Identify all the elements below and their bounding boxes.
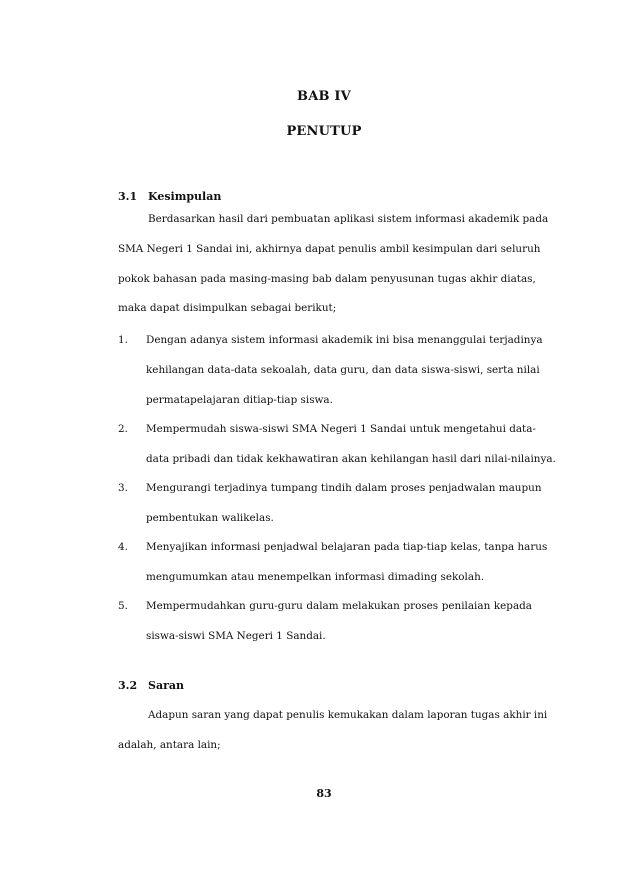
conclusion-item-1 xyxy=(118,326,543,415)
conclusion-item-2 xyxy=(118,415,556,475)
list-marker: 2. xyxy=(118,423,128,435)
section-title: Saran xyxy=(148,679,184,692)
paragraph-line: Adapun saran yang dapat penulis kemukakan dalam laporan tugas akhir ini xyxy=(148,709,548,721)
conclusion-item-5 xyxy=(118,592,532,652)
list-line: Menyajikan informasi penjadwal belajaran pada tiap-tiap kelas, tanpa harus xyxy=(146,541,548,553)
paragraph-line: adalah, antara lain; xyxy=(118,738,221,751)
kesimpulan-intro-paragraph xyxy=(118,205,549,324)
section-number: 3.2 xyxy=(118,679,138,692)
list-line: pembentukan walikelas. xyxy=(146,511,274,524)
list-marker: 5. xyxy=(118,600,128,612)
list-marker: 4. xyxy=(118,541,128,553)
chapter-number: BAB IV xyxy=(297,89,351,104)
list-line: mengumumkan atau menempelkan informasi dimading sekolah. xyxy=(146,570,485,583)
page-number: 83 xyxy=(316,787,332,800)
list-line: permatapelajaran ditiap-tiap siswa. xyxy=(146,393,333,406)
section-title: Kesimpulan xyxy=(148,190,222,203)
list-line: Mengurangi terjadinya tumpang tindih dalam proses penjadwalan maupun xyxy=(146,482,542,494)
section-heading-kesimpulan xyxy=(118,190,221,203)
list-line: Dengan adanya sistem informasi akademik ini bisa menanggulai terjadinya xyxy=(146,334,543,346)
list-line: data pribadi dan tidak kekhawatiran akan kehilangan hasil dari nilai-nilainya. xyxy=(146,452,556,465)
conclusion-item-4 xyxy=(118,533,548,593)
paragraph-line: SMA Negeri 1 Sandai ini, akhirnya dapat penulis ambil kesimpulan dari seluruh xyxy=(118,242,541,255)
paragraph-line: maka dapat disimpulkan sebagai berikut; xyxy=(118,302,337,315)
conclusion-item-3 xyxy=(118,474,542,534)
list-line: Mempermudahkan guru-guru dalam melakukan proses penilaian kepada xyxy=(146,600,532,612)
paragraph-line: Berdasarkan hasil dari pembuatan aplikasi sistem informasi akademik pada xyxy=(148,213,549,225)
chapter-title: PENUTUP xyxy=(286,124,362,139)
section-heading-saran xyxy=(118,679,184,692)
section-number: 3.1 xyxy=(118,190,138,203)
list-line: kehilangan data-data sekoalah, data guru, dan data siswa-siswi, serta nilai xyxy=(146,363,540,376)
list-marker: 1. xyxy=(118,334,128,346)
paragraph-line: pokok bahasan pada masing-masing bab dalam penyusunan tugas akhir diatas, xyxy=(118,272,536,285)
list-marker: 3. xyxy=(118,482,128,494)
list-line: siswa-siswi SMA Negeri 1 Sandai. xyxy=(146,629,326,642)
list-line: Mempermudah siswa-siswi SMA Negeri 1 Sandai untuk mengetahui data- xyxy=(146,423,536,435)
saran-intro-paragraph xyxy=(118,701,548,761)
